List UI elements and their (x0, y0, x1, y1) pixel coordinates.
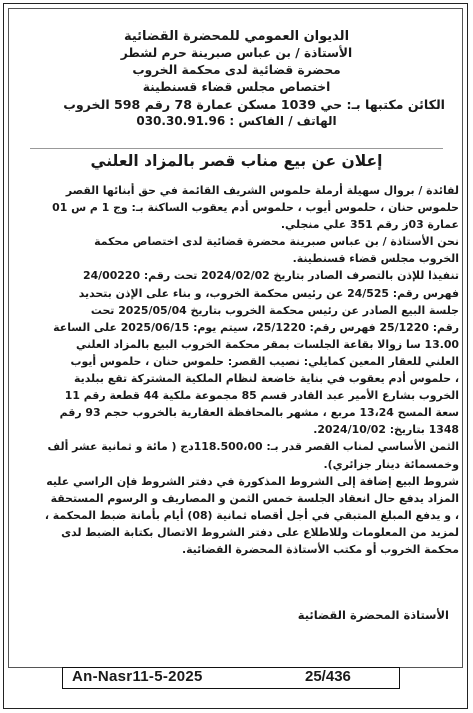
body-line: عمارة 03ز رقم 351 علي منجلي. (280, 218, 459, 232)
body-line: رقم: 25/1220 فهرس رقم: 25/1220، سيتم يوم: 2025/06/15 على الساعة (53, 320, 459, 334)
body-line: جلسة البيع الصادر عن رئيس محكمة الخروب بتاريخ 2025/05/04 تحت (90, 303, 459, 317)
header-jurisdiction: اختصاص مجلس قضاء قسنطينة (142, 80, 331, 94)
body-line: فهرس رقم: 24/525 عن رئيس محكمة الخروب، و بناء على الإذن بتحديد (78, 286, 459, 300)
header-office-name: الديوان العمومي للمحضرة القضائية (123, 29, 350, 44)
notice-title: إعلان عن بيع مناب قصر بالمزاد العلني (90, 152, 383, 170)
publication-ref: An-Nasr11-5-2025 (72, 668, 203, 685)
body-line: لمزيد من المعلومات وللاطلاع على دفتر الشروط الاتصال بكتابة الضبط لدى (61, 525, 459, 539)
body-line: الخروب بشارع الأمير عبد القادر قسم 85 مجموعة ملكية 44 قطعة رقم 11 (64, 389, 459, 403)
body-line: ، و يدفع المبلغ المتبقي في أجل أقصاه ثمانية (08) أيام بأمانة ضبط المحكمة ، (44, 508, 459, 522)
body-line: العلني للعقار المعين كمايلي: نصيب القصر: حلموس حنان ، حلموس أيوب (70, 354, 459, 368)
notice-body (12, 182, 459, 558)
body-line: شروط البيع إضافة إلى الشروط المذكورة في دفتر الشروط فإن الراسي عليه (46, 474, 459, 488)
header-phone: الهاتف / الفاكس : 030.30.91.96 (136, 114, 337, 128)
body-line: الخروب مجلس قضاء قسنطينة. (292, 252, 459, 266)
body-line: نحن الأستاذة / بن عباس صبرينة محضرة قضائية لدى اختصاص محكمة (94, 235, 459, 249)
signature: الأستاذة المحضرة القضائية (297, 608, 449, 622)
notice-header (10, 28, 463, 130)
body-line: محكمة الخروب أو مكتب الأستاذة المحضرة القضائية. (181, 542, 459, 556)
body-line: المزاد يدفع حال انعقاد الجلسة خمس الثمن و المصاريف و الرسوم المستحقة (50, 491, 459, 505)
header-address: الكائن مكتبها بـ: حي 1039 مسكن عمارة 78 رقم 598 الخروب (63, 97, 445, 112)
body-line: وخمسمائة دينار جزائري). (323, 457, 459, 471)
body-line: حلموس حنان ، حلموس أيوب ، حلموس أدم يعقوب الساكنة بـ: وج 1 م س 01 (52, 201, 459, 215)
header-divider (30, 148, 443, 149)
body-line: ، حلموس أدم يعقوب في بناية خاضعة لنظام الملكية المشتركة تقع ببلدية (74, 372, 459, 386)
body-line: لفائدة / بروال سهيلة أرملة حلموس الشريف القائمة في حق أبنائها القصر (65, 184, 459, 197)
ad-number: 25/436 (305, 668, 351, 685)
body-line: 13.00 سا زوالا بقاعة الجلسات بمقر محكمة الخروب البيع بالمزاد العلني (75, 337, 459, 351)
body-line: سعة المسح 13،24 مربع ، مشهر بالمحافظة العقارية بالخروب حجم 93 رقم (59, 406, 459, 420)
header-court: محضرة قضائية لدى محكمة الخروب (132, 63, 341, 77)
body-line: تنفيذا للإذن بالتصرف الصادر بتاريخ 2024/02/02 تحت رقم: 24/00220 (83, 269, 459, 283)
header-bailiff-name: الأستاذة / بن عباس صبرينة حرم لشطر (120, 46, 353, 60)
body-line: الثمن الأساسي لمناب القصر قدر بـ: 118.500،00دج ( مائة و ثمانية عشر ألف (47, 440, 459, 454)
body-line: 1348 بتاريخ: 2024/10/02. (313, 423, 459, 437)
